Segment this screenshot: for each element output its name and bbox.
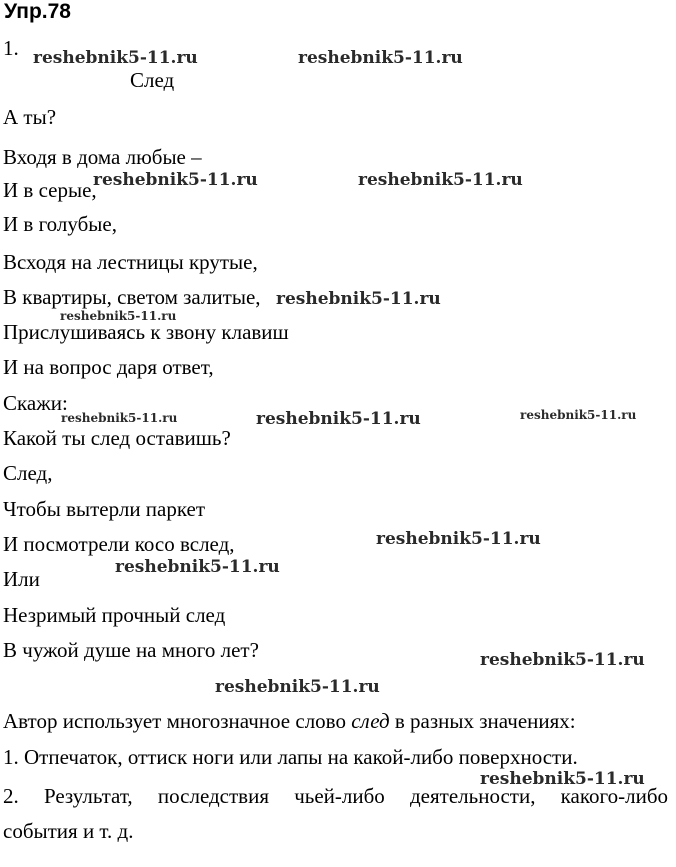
watermark: reshebnik5-11.ru xyxy=(115,557,280,577)
watermark: reshebnik5-11.ru xyxy=(480,769,645,789)
poem-line: И посмотрели косо вслед, xyxy=(3,532,235,556)
watermark: reshebnik5-11.ru xyxy=(93,170,258,190)
poem-line: Какой ты след оставишь? xyxy=(3,426,231,450)
poem-line: И в серые, xyxy=(3,178,97,202)
meaning-1: 1. Отпечаток, оттиск ноги или лапы на какой-либо поверхности. xyxy=(3,745,578,769)
poem-line: Всходя на лестницы крутые, xyxy=(3,250,258,274)
task-number: 1. xyxy=(3,36,19,60)
explanation-intro xyxy=(3,709,576,733)
poem-line: Скажи: xyxy=(3,391,68,415)
meaning-2-continuation: события и т. д. xyxy=(3,819,134,843)
poem-line: Чтобы вытерли паркет xyxy=(3,497,206,521)
poem-line: В квартиры, светом залитые, xyxy=(3,285,261,309)
poem-line: След, xyxy=(3,461,53,485)
meaning-2-word: последствия xyxy=(157,784,269,808)
poem-line: Незримый прочный след xyxy=(3,603,226,627)
poem-line: А ты? xyxy=(3,105,57,129)
poem-line: В чужой душе на много лет? xyxy=(3,638,259,662)
exercise-heading: Упр.78 xyxy=(4,0,71,23)
watermark: reshebnik5-11.ru xyxy=(480,650,645,670)
watermark: reshebnik5-11.ru xyxy=(61,411,178,425)
watermark: reshebnik5-11.ru xyxy=(298,48,463,68)
watermark: reshebnik5-11.ru xyxy=(358,170,523,190)
watermark: reshebnik5-11.ru xyxy=(376,529,541,549)
poem-title: След xyxy=(130,68,175,92)
intro-text: Автор использует многозначное слово xyxy=(3,709,352,733)
watermark: reshebnik5-11.ru xyxy=(60,309,177,323)
meaning-2-word: деятельности, xyxy=(410,784,536,808)
poem-line: И в голубые, xyxy=(3,212,117,236)
intro-text-end: в разных значениях: xyxy=(389,709,576,733)
meaning-2-word: чьей-либо xyxy=(294,784,385,808)
meaning-2-word: Результат, xyxy=(43,784,133,808)
highlighted-word: след xyxy=(351,709,390,733)
watermark: reshebnik5-11.ru xyxy=(520,408,637,422)
watermark: reshebnik5-11.ru xyxy=(33,48,198,68)
watermark: reshebnik5-11.ru xyxy=(215,677,380,697)
watermark: reshebnik5-11.ru xyxy=(276,289,441,309)
watermark: reshebnik5-11.ru xyxy=(256,409,421,429)
meaning-2-word: какого-либо xyxy=(560,784,668,808)
poem-line: Прислушиваясь к звону клавиш xyxy=(3,320,289,344)
poem-line: И на вопрос даря ответ, xyxy=(3,355,214,379)
meaning-2-word: 2. xyxy=(3,784,19,808)
poem-line: Входя в дома любые – xyxy=(3,145,202,169)
poem-line: Или xyxy=(3,567,40,591)
